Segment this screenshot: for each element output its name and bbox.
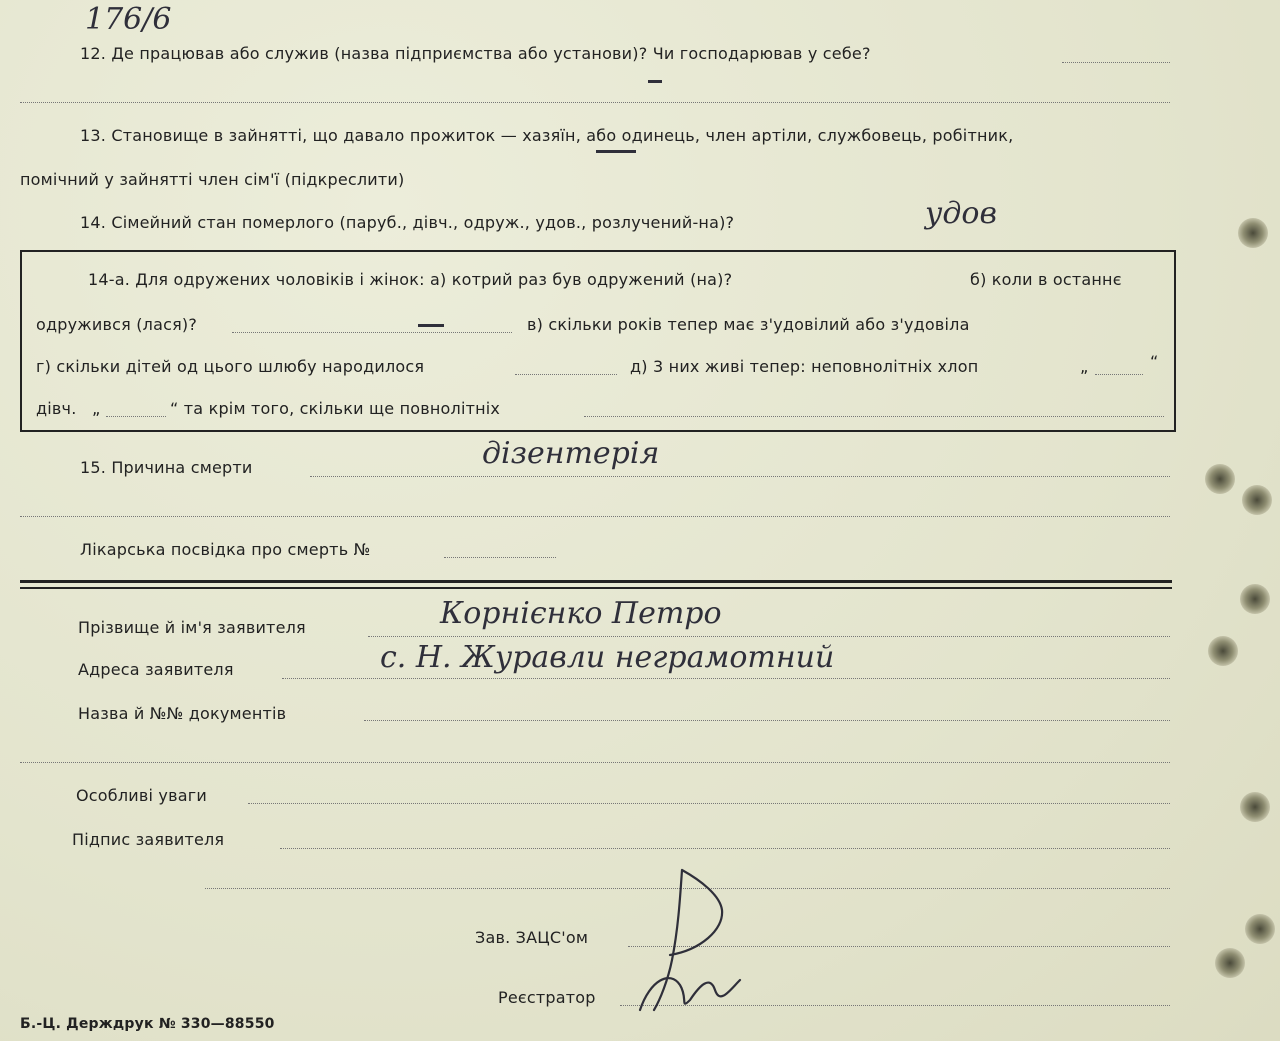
q14a-line3d: “: [1150, 352, 1159, 371]
q14a-line4c: “ та крім того, скільки ще повнолітніх: [170, 399, 501, 418]
q12-fill-line-2[interactable]: [20, 102, 1170, 103]
q12-dash: [648, 80, 662, 83]
q14-answer: удов: [925, 196, 997, 231]
q14-label: 14. Сімейний стан померлого (паруб., дівч., одруж., удов., розлучений-на)?: [80, 213, 735, 232]
q14a-line3a: г) скільки дітей од цього шлюбу народилося: [36, 357, 425, 376]
punch-hole: [1215, 948, 1245, 978]
q14a-line2b: в) скільки років тепер має з'удовілий або з'удовіла: [527, 315, 970, 334]
printer-imprint: Б.-Ц. Держдрук № 330—88550: [20, 1016, 275, 1032]
applicant-name-line[interactable]: [368, 636, 1170, 637]
q14a-girls-line[interactable]: [106, 416, 166, 417]
q12-label: 12. Де працював або служив (назва підприємства або установи)? Чи господарював у себе?: [80, 44, 871, 63]
applicant-notes-line[interactable]: [248, 803, 1170, 804]
medical-label: Лікарська посвідка про смерть №: [80, 540, 371, 559]
q13-line1: 13. Становище в зайнятті, що давало прожиток — хазяїн, або одинець, член артіли, службовець, робітник,: [80, 126, 1014, 145]
q13-line2: помічний у зайнятті член сім'ї (підкреслити): [20, 170, 405, 189]
q14a-line3c: „: [1080, 357, 1089, 376]
applicant-docs-line[interactable]: [364, 720, 1170, 721]
q14a-adults-line[interactable]: [584, 416, 1164, 417]
medical-fill-line[interactable]: [444, 557, 556, 558]
punch-hole: [1242, 485, 1272, 515]
q12-fill-line[interactable]: [1062, 62, 1170, 63]
applicant-docs-label: Назва й №№ документів: [78, 704, 287, 723]
q13-underline: [596, 150, 636, 153]
punch-hole: [1208, 636, 1238, 666]
corner-note: 176/6: [85, 2, 172, 37]
applicant-signature-line[interactable]: [280, 848, 1170, 849]
punch-hole: [1238, 218, 1268, 248]
q14a-line1b: б) коли в останнє: [970, 270, 1122, 289]
applicant-notes-label: Особливі уваги: [76, 786, 207, 805]
punch-hole: [1240, 584, 1270, 614]
zags-registrar-label: Реєстратор: [498, 988, 596, 1007]
section-rule-top: [20, 580, 1172, 583]
registrar-signature: [610, 860, 770, 1030]
q14a-line4b: „: [92, 399, 101, 418]
punch-hole: [1240, 792, 1270, 822]
zags-head-label: Зав. ЗАЦС'ом: [475, 928, 589, 947]
section-rule-bottom: [20, 587, 1172, 589]
q14a-dash: [418, 324, 444, 327]
q15-answer: дізентерія: [482, 436, 660, 471]
q14a-line2a: одружився (лася)?: [36, 315, 198, 334]
applicant-name-label: Прізвище й ім'я заявителя: [78, 618, 306, 637]
q14a-boys-line[interactable]: [1095, 374, 1143, 375]
applicant-address-line[interactable]: [282, 678, 1170, 679]
q14a-line4a: дівч.: [36, 399, 77, 418]
applicant-signature-label: Підпис заявителя: [72, 830, 225, 849]
punch-hole: [1245, 914, 1275, 944]
applicant-name-value: Корнієнко Петро: [440, 596, 722, 631]
applicant-address-label: Адреса заявителя: [78, 660, 234, 679]
q15-fill-line-2[interactable]: [20, 516, 1170, 517]
applicant-docs-line-2[interactable]: [20, 762, 1170, 763]
q15-label: 15. Причина смерти: [80, 458, 253, 477]
q14a-line1: 14-а. Для одружених чоловіків і жінок: а) котрий раз був одружений (на)?: [88, 270, 733, 289]
q15-fill-line[interactable]: [310, 476, 1170, 477]
q14a-line3b: д) 3 них живі тепер: неповнолітніх хлоп: [630, 357, 979, 376]
punch-hole: [1205, 464, 1235, 494]
q14a-married-when-line[interactable]: [232, 332, 512, 333]
q14a-children-line[interactable]: [515, 374, 617, 375]
applicant-address-value: с. Н. Журавли неграмотний: [380, 640, 835, 675]
